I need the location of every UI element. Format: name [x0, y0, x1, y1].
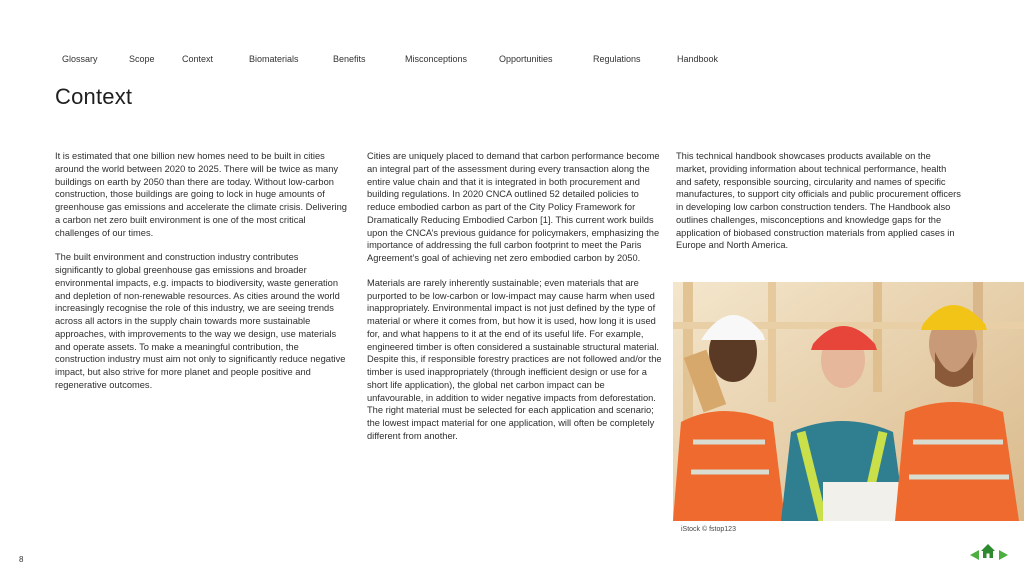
triangle-right-icon[interactable]: [999, 547, 1008, 565]
text-column-2: [367, 150, 663, 455]
paragraph: It is estimated that one billion new homes need to be built in cities around the world between 2020 to 2025. There will be twice as many buildings on earth by 2050 than there are today. Without low-carbon construction, those buildings are going to lock in huge amounts of greenhouse gas emissions and accelerate the climate crisis. Delivering a carbon net zero built environment is one of the most critical challenges of our times.: [55, 151, 347, 238]
text-column-1: [55, 150, 347, 404]
nav-context[interactable]: Context: [182, 54, 214, 64]
nav-glossary[interactable]: Glossary: [62, 54, 98, 64]
paragraph: Materials are rarely inherently sustainable; even materials that are purported to be low-carbon or low-impact may cause harm when used inappropriately. Environmental impact is not just defined by the type of material or where it comes from, but how it is used, how long it is used for, and what happens to it at the end of its useful life. For example, engineered timber is often considered a sustainable structural material. Despite this, if responsible forestry practices are not followed and/or the timber is used inappropriately (through inefficient design or use for a short life application), the global net carbon impact can be unfavourable, in addition to wider negative impacts from deforestation. The right material must be selected for each application and scenario; the lowest impact material for one application, will often be completely different from another.: [367, 277, 662, 441]
nav-regulations[interactable]: Regulations: [593, 54, 641, 64]
paragraph: This technical handbook showcases products available on the market, providing information about technical performance, health and safety, responsible sourcing, circularity and names of specific manufactures, to support city officials and public procurement officers in developing low carbon construction tenders. The Handbook also outlines challenges, misconceptions and knowledge gaps for the application of biobased construction materials from applied cases in Europe and North America.: [676, 151, 961, 251]
paragraph: The built environment and construction industry contributes significantly to global greenhouse gas emissions and broader environmental impacts, e.g. impacts to biodiversity, waste generation and depletion of non-renewable resources. As cities around the world increasingly recognise the role of this industry, we are seeing trends across all actors in the supply chain towards more sustainable approaches, with improvements to the way we design, use materials and operate assets. To make a meaningful contribution, the construction industry must aim not only to significantly reduce negative impact, but also strive for more planet and people positive and regenerative outcomes.: [55, 252, 346, 390]
nav-scope[interactable]: Scope: [129, 54, 155, 64]
paragraph: Cities are uniquely placed to demand that carbon performance become an integral part of the assessment during every transaction along the entire value chain and that it is integrated in both procurement and building regulations. In 2020 CNCA outlined 52 detailed policies to reduce embodied carbon as part of the City Policy Framework for Dramatically Reducing Embodied Carbon [1]. This current work builds upon the CNCA’s previous guidance for policymakers, emphasizing the importance of addressing the full carbon footprint to meet the Paris Agreement’s goal of achieving net zero embodied carbon by 2050.: [367, 151, 660, 263]
text-column-3: [676, 150, 962, 264]
home-icon[interactable]: [980, 543, 996, 564]
nav-misconceptions[interactable]: Misconceptions: [405, 54, 468, 64]
pager-controls: [967, 543, 1009, 561]
construction-workers-photo: [673, 282, 1024, 521]
page-number: 8: [19, 555, 24, 564]
photo-credit: iStock © fstop123: [681, 526, 736, 533]
page-title: Context: [55, 84, 133, 109]
triangle-left-icon[interactable]: [970, 547, 979, 565]
nav-biomaterials[interactable]: Biomaterials: [249, 54, 299, 64]
nav-handbook[interactable]: Handbook: [677, 54, 719, 64]
top-navigation: [0, 54, 760, 68]
nav-opportunities[interactable]: Opportunities: [499, 54, 553, 64]
nav-benefits[interactable]: Benefits: [333, 54, 366, 64]
